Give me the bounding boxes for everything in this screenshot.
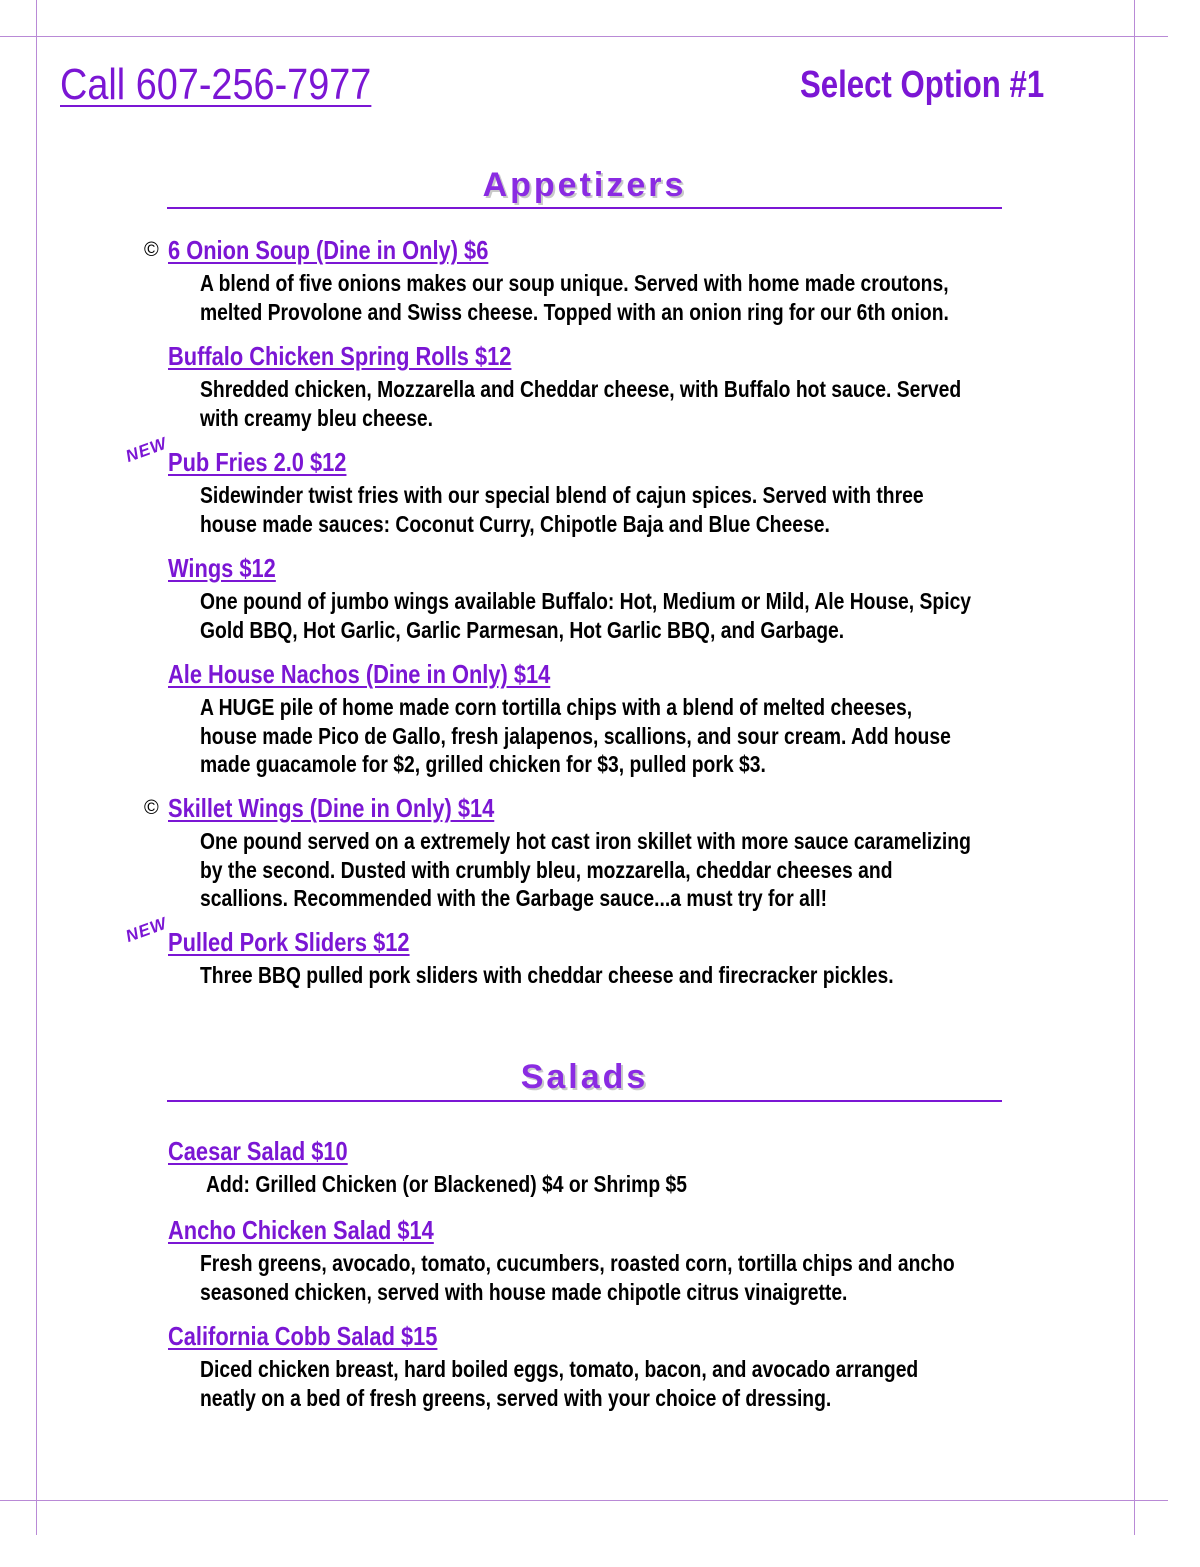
menu-item-title: Skillet Wings (Dine in Only) $14 xyxy=(168,793,495,823)
new-badge: NEW xyxy=(123,913,170,947)
appetizers-heading: Appetizers xyxy=(482,166,687,204)
menu-item-description: A HUGE pile of home made corn tortilla chips with a blend of melted cheeses, house made Pico de Gallo, fresh jalapenos, scallions, and sour cream. Add house made guacamole for $2, grilled chicken for $3, pulled pork $3. xyxy=(200,694,951,777)
menu-item-title: Caesar Salad $10 xyxy=(168,1136,348,1166)
menu-item-title: Pulled Pork Sliders $12 xyxy=(168,927,410,957)
menu-item-description: Sidewinder twist fries with our special blend of cajun spices. Served with three house made sauces: Coconut Curry, Chipotle Baja and Blue Cheese. xyxy=(200,482,924,537)
signature-mark-icon: © xyxy=(144,239,159,261)
new-badge: NEW xyxy=(123,433,170,467)
menu-item-description: Add: Grilled Chicken (or Blackened) $4 or Shrimp $5 xyxy=(206,1171,687,1197)
menu-item-title: California Cobb Salad $15 xyxy=(168,1321,438,1351)
menu-item-description: Three BBQ pulled pork sliders with cheddar cheese and firecracker pickles. xyxy=(200,962,894,988)
right-margin-line xyxy=(1134,0,1135,1535)
menu-item-description: Diced chicken breast, hard boiled eggs, tomato, bacon, and avocado arranged neatly on a bed of fresh greens, served with your choice of dressing. xyxy=(200,1356,919,1411)
select-option-label: Select Option #1 xyxy=(800,64,1045,106)
menu-item-title: Wings $12 xyxy=(168,553,276,583)
salads-rule xyxy=(167,1100,1002,1102)
menu-item-description: One pound of jumbo wings available Buffalo: Hot, Medium or Mild, Ale House, Spicy Gold BBQ, Hot Garlic, Garlic Parmesan, Hot Garlic BBQ, and Garbage. xyxy=(200,588,972,643)
menu-item-description: Shredded chicken, Mozzarella and Cheddar cheese, with Buffalo hot sauce. Served with creamy bleu cheese. xyxy=(200,376,962,431)
menu-item-title: Buffalo Chicken Spring Rolls $12 xyxy=(168,341,512,371)
menu-item-title: Pub Fries 2.0 $12 xyxy=(168,447,347,477)
menu-item-description: Fresh greens, avocado, tomato, cucumbers, roasted corn, tortilla chips and ancho seasoned chicken, served with house made chipotle citrus vinaigrette. xyxy=(200,1250,955,1305)
signature-mark-icon: © xyxy=(144,797,159,819)
menu-item-description: A blend of five onions makes our soup unique. Served with home made croutons, melted Provolone and Swiss cheese. Topped with an onion ring for our 6th onion. xyxy=(200,270,949,325)
menu-item-title: Ale House Nachos (Dine in Only) $14 xyxy=(168,659,551,689)
menu-item-title: Ancho Chicken Salad $14 xyxy=(168,1215,434,1245)
appetizers-rule xyxy=(167,207,1002,209)
left-margin-line xyxy=(36,0,37,1535)
phone-number-link[interactable]: Call 607-256-7977 xyxy=(60,60,372,109)
salads-heading: Salads xyxy=(520,1058,649,1096)
menu-item-title: 6 Onion Soup (Dine in Only) $6 xyxy=(168,235,489,265)
bottom-margin-line xyxy=(0,1500,1168,1501)
top-margin-line xyxy=(0,36,1168,37)
menu-item-description: One pound served on a extremely hot cast iron skillet with more sauce caramelizing by the second. Dusted with crumbly bleu, mozzarella, cheddar cheeses and scallions. Recommended with the Garbage sauce...a must try for all! xyxy=(200,828,971,911)
